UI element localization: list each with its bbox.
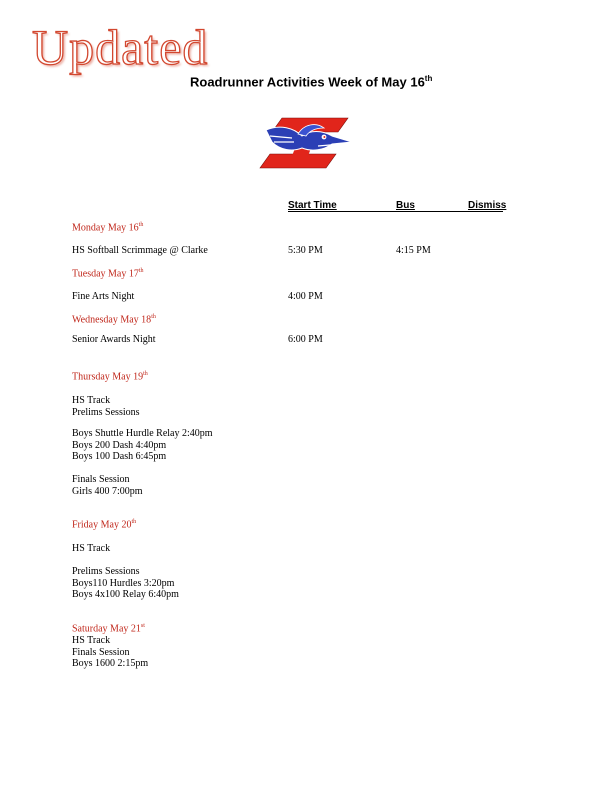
column-header-bus: Bus: [396, 200, 415, 211]
event-line: Prelims Sessions: [72, 407, 140, 418]
day-label: Tuesday May 17: [72, 268, 139, 280]
event-line: Prelims Sessions: [72, 566, 140, 577]
event-line: Boys Shuttle Hurdle Relay 2:40pm: [72, 428, 213, 439]
day-suffix: th: [131, 519, 137, 525]
day-suffix: th: [138, 222, 144, 228]
event-line: Girls 400 7:00pm: [72, 486, 143, 497]
day-heading-saturday: [72, 623, 145, 634]
day-label: Saturday May 21: [72, 623, 141, 635]
event-line: Boys 200 Dash 4:40pm: [72, 440, 167, 451]
day-label: Friday May 20: [72, 519, 132, 531]
event-line: HS Track: [72, 543, 111, 554]
event-start-time: 6:00 PM: [288, 334, 323, 345]
day-label: Thursday May 19: [72, 371, 144, 383]
logo-bird-pupil: [323, 136, 325, 138]
day-suffix: th: [151, 314, 156, 320]
title-text: Roadrunner Activities Week of May 16: [190, 74, 425, 90]
day-suffix: st: [140, 623, 145, 629]
roadrunner-logo-icon: [258, 116, 354, 170]
event-line: HS Track: [72, 635, 111, 646]
event-line: Finals Session: [72, 474, 130, 485]
event-line: Boys110 Hurdles 3:20pm: [72, 578, 175, 589]
day-suffix: th: [143, 371, 148, 377]
event-name: Senior Awards Night: [72, 334, 156, 345]
title-suffix: th: [424, 74, 433, 83]
column-header-dismiss: Dismiss: [468, 200, 507, 211]
column-header-start-time: Start Time: [288, 200, 337, 211]
day-heading-thursday: [72, 371, 148, 382]
updated-stamp: Updated: [32, 19, 209, 75]
day-suffix: th: [138, 268, 144, 274]
event-bus-time: 4:15 PM: [396, 245, 431, 256]
event-start-time: 4:00 PM: [288, 291, 323, 302]
day-heading-wednesday: [72, 314, 156, 325]
event-name: Fine Arts Night: [72, 291, 135, 302]
event-start-time: 5:30 PM: [288, 245, 323, 256]
event-line: Finals Session: [72, 647, 130, 658]
day-heading-friday: [72, 519, 136, 530]
event-line: Boys 1600 2:15pm: [72, 658, 149, 669]
day-heading-monday: [72, 222, 143, 233]
page-title: [190, 74, 432, 89]
event-line: Boys 4x100 Relay 6:40pm: [72, 589, 179, 600]
event-name: HS Softball Scrimmage @ Clarke: [72, 245, 208, 256]
day-label: Monday May 16: [72, 222, 139, 234]
header-underline: [288, 211, 503, 212]
event-line: HS Track: [72, 395, 111, 406]
day-label: Wednesday May 18: [72, 314, 152, 326]
day-heading-tuesday: [72, 268, 144, 279]
event-line: Boys 100 Dash 6:45pm: [72, 451, 167, 462]
logo-red-bottom: [260, 154, 336, 168]
